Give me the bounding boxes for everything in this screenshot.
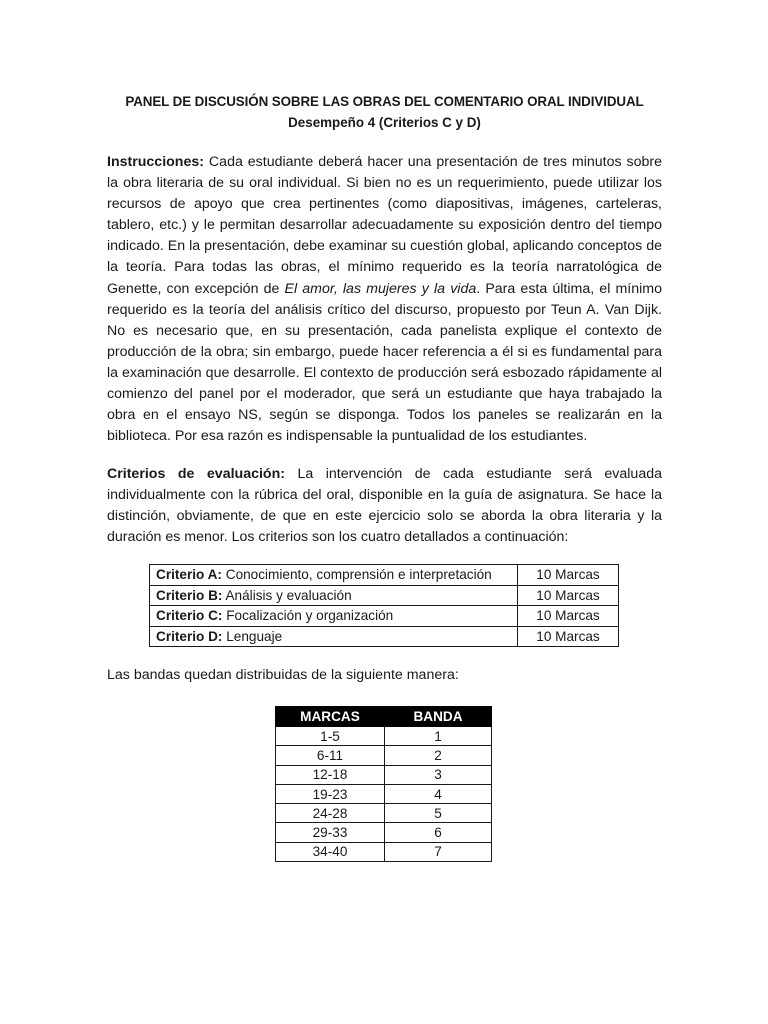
table-row bbox=[276, 842, 492, 861]
criterion-cell bbox=[150, 606, 518, 627]
marks-range: 29-33 bbox=[276, 823, 385, 842]
table-row bbox=[276, 727, 492, 746]
criterion-desc: Conocimiento, comprensión e interpretación bbox=[221, 567, 492, 583]
criterion-desc: Análisis y evaluación bbox=[222, 587, 352, 603]
criterion-desc: Focalización y organización bbox=[222, 608, 394, 624]
table-row bbox=[150, 585, 619, 606]
bands-table bbox=[275, 706, 492, 862]
table-row bbox=[276, 804, 492, 823]
band-value: 2 bbox=[385, 746, 492, 765]
criterion-cell bbox=[150, 565, 518, 586]
criterion-desc: Lenguaje bbox=[222, 628, 283, 644]
criteria-table bbox=[149, 564, 619, 647]
criterion-cell bbox=[150, 585, 518, 606]
criterion-name: Criterio B: bbox=[156, 587, 223, 603]
instructions-lead: Instrucciones: bbox=[107, 154, 204, 170]
marks-range: 19-23 bbox=[276, 784, 385, 803]
table-row bbox=[150, 626, 619, 647]
table-row bbox=[150, 565, 619, 586]
table-row bbox=[276, 746, 492, 765]
table-row bbox=[276, 765, 492, 784]
table-header-row bbox=[276, 707, 492, 727]
criterion-marks: 10 Marcas bbox=[518, 606, 619, 627]
criterion-marks: 10 Marcas bbox=[518, 626, 619, 647]
column-header-marks: MARCAS bbox=[276, 707, 385, 727]
marks-range: 1-5 bbox=[276, 727, 385, 746]
band-value: 5 bbox=[385, 804, 492, 823]
band-value: 6 bbox=[385, 823, 492, 842]
marks-range: 6-11 bbox=[276, 746, 385, 765]
criterion-name: Criterio C: bbox=[156, 608, 223, 624]
work-title: El amor, las mujeres y la vida bbox=[284, 280, 477, 297]
criterion-marks: 10 Marcas bbox=[518, 585, 619, 606]
criterion-cell bbox=[150, 626, 518, 647]
table-row bbox=[276, 823, 492, 842]
table-row bbox=[276, 784, 492, 803]
marks-range: 34-40 bbox=[276, 842, 385, 861]
criterion-name: Criterio A: bbox=[156, 567, 222, 583]
band-value: 7 bbox=[385, 842, 492, 861]
band-value: 3 bbox=[385, 765, 492, 784]
document-subtitle: Desempeño 4 (Criterios C y D) bbox=[288, 115, 481, 130]
criteria-text: La intervención de cada estudiante será evaluada individualmente con la rúbrica del oral, disponible en la guía de asignatura. Se hace la distinción, obviamente, de que en este ejercicio solo se aborda la obra literaria y la duración es menor. Los criterios son los cuatro detallados a continuación: bbox=[107, 466, 662, 546]
instructions-text-part1: Cada estudiante deberá hacer una presentación de tres minutos sobre la obra literaria de su oral individual. Si bien no es un requerimiento, puede utilizar los recursos de apoyo que crea pertinentes (como diapositivas, imágenes, carteleras, tablero, etc.) y le permitan desarrollar adecuadamente su exposición dentro del tiempo indicado. En la presentación, debe examinar su cuestión global, aplicando conceptos de la teoría. Para todas las obras, el mínimo requerido es la teoría narratológica de Genette, con excepción de bbox=[107, 154, 662, 297]
bands-intro: Las bandas quedan distribuidas de la siguiente manera: bbox=[107, 667, 459, 683]
column-header-band: BANDA bbox=[385, 707, 492, 727]
band-value: 4 bbox=[385, 784, 492, 803]
instructions-paragraph bbox=[107, 152, 662, 447]
criteria-paragraph bbox=[107, 464, 662, 548]
document-title: PANEL DE DISCUSIÓN SOBRE LAS OBRAS DEL COMENTARIO ORAL INDIVIDUAL bbox=[125, 94, 644, 109]
marks-range: 24-28 bbox=[276, 804, 385, 823]
band-value: 1 bbox=[385, 727, 492, 746]
criterion-marks: 10 Marcas bbox=[518, 565, 619, 586]
criteria-lead: Criterios de evaluación: bbox=[107, 466, 285, 482]
criterion-name: Criterio D: bbox=[156, 628, 223, 644]
marks-range: 12-18 bbox=[276, 765, 385, 784]
table-row bbox=[150, 606, 619, 627]
instructions-text-part2: . Para esta última, el mínimo requerido es la teoría del análisis crítico del discurso, propuesto por Teun A. Van Dijk. No es necesario que, en su presentación, cada panelista explique el contexto de producción de la obra; sin embargo, puede hacer referencia a él si es fundamental para la examinación que desarrolle. El contexto de producción será esbozado rápidamente al comienzo del panel por el moderador, que será un estudiante que haya trabajado la obra en el ensayo NS, según se disponga. Todos los paneles se realizarán en la biblioteca. Por esa razón es indispensable la puntualidad de los estudiantes. bbox=[107, 280, 662, 445]
